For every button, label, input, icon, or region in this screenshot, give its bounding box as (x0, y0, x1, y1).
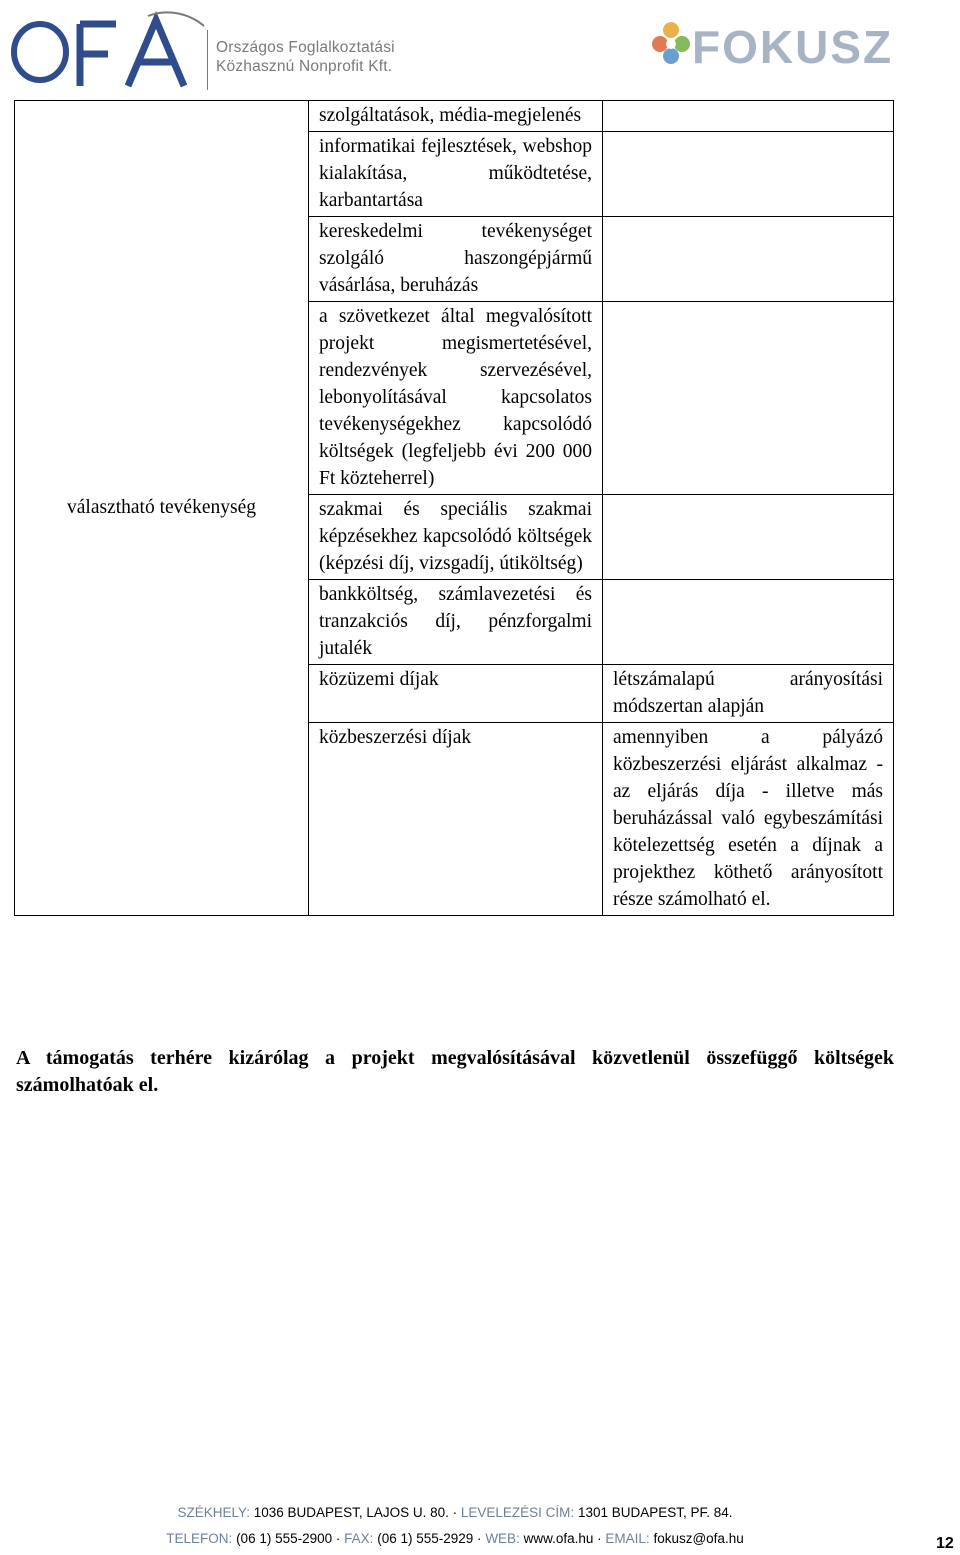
cost-item-cell: közbeszerzési díjak (309, 723, 603, 916)
cost-item-cell: a szövetkezet által megvalósított projekt megismertetésével, rendezvények szervezésével, lebonyolításával kapcsolatos tevékenységekhez kapcsolódó költségek (legfeljebb évi 200 000 Ft közteherrel) (309, 302, 603, 495)
table-row (15, 101, 894, 132)
footer-separator: · (335, 1531, 341, 1546)
cost-note-cell (603, 580, 894, 665)
cost-item-cell: szolgáltatások, média-megjelenés (309, 101, 603, 132)
footer-address-line (0, 1505, 910, 1520)
activity-type-cell: választható tevékenység (15, 101, 309, 916)
footer-separator: · (452, 1505, 458, 1520)
page-header (0, 0, 960, 100)
eligibility-note: A támogatás terhére kizárólag a projekt megvalósításával közvetlenül összefüggő költségek számolhatóak el. (16, 1047, 894, 1096)
mail-label: LEVELEZÉSI CÍM: (460, 1505, 575, 1520)
seat-value: 1036 BUDAPEST, LAJOS U. 80. (253, 1505, 449, 1520)
web-label: WEB: (485, 1531, 520, 1546)
cost-note-cell (603, 101, 894, 132)
cost-item-cell: szakmai és speciális szakmai képzésekhez kapcsolódó költségek (képzési díj, vizsgadíj, útiköltség) (309, 495, 603, 580)
fax-value: (06 1) 555-2929 (377, 1531, 474, 1546)
cost-item-cell: közüzemi díjak (309, 665, 603, 723)
email-label: EMAIL: (605, 1531, 650, 1546)
web-link[interactable]: www.ofa.hu (523, 1531, 594, 1546)
cost-item-cell: kereskedelmi tevékenységet szolgáló haszongépjármű vásárlása, beruházás (309, 217, 603, 302)
footer-contact-line (0, 1531, 910, 1546)
organization-name-line2: Közhasznú Nonprofit Kft. (216, 58, 393, 75)
footer-separator: · (477, 1531, 482, 1546)
fokusz-wordmark: FOKUSZ (692, 21, 894, 73)
cost-note-cell (603, 302, 894, 495)
fax-label: FAX: (344, 1531, 374, 1546)
cost-note-cell: létszámalapú arányosítási módszertan alapján (603, 665, 894, 723)
cost-note-cell: amennyiben a pályázó közbeszerzési eljárást alkalmaz - az eljárás díja - illetve más beruházással való egybeszámítási kötelezettség esetén a díjnak a projekthez köthető arányosított része számolható el. (603, 723, 894, 916)
cost-note-cell (603, 217, 894, 302)
phone-label: TELEFON: (166, 1531, 233, 1546)
ofa-logo (8, 10, 448, 98)
organization-name-line1: Országos Foglalkoztatási (216, 39, 395, 56)
mail-value: 1301 BUDAPEST, PF. 84. (577, 1505, 733, 1520)
footer-separator: · (597, 1531, 602, 1546)
cost-item-cell: bankköltség, számlavezetési és tranzakciós díj, pénzforgalmi jutalék (309, 580, 603, 665)
seat-label: SZÉKHELY: (177, 1505, 250, 1520)
ofa-logo-mark (8, 10, 208, 98)
cost-table (14, 100, 894, 916)
cost-item-cell: informatikai fejlesztések, webshop kialakítása, működtetése, karbantartása (309, 132, 603, 217)
cost-note-cell (603, 132, 894, 217)
fokusz-flower-icon (650, 18, 692, 74)
phone-value: (06 1) 555-2900 (236, 1531, 333, 1546)
cost-note-cell (603, 495, 894, 580)
organization-name (216, 38, 456, 76)
page-number: 12 (936, 1535, 954, 1552)
email-link[interactable]: fokusz@ofa.hu (653, 1531, 744, 1546)
fokusz-logo (650, 18, 894, 78)
